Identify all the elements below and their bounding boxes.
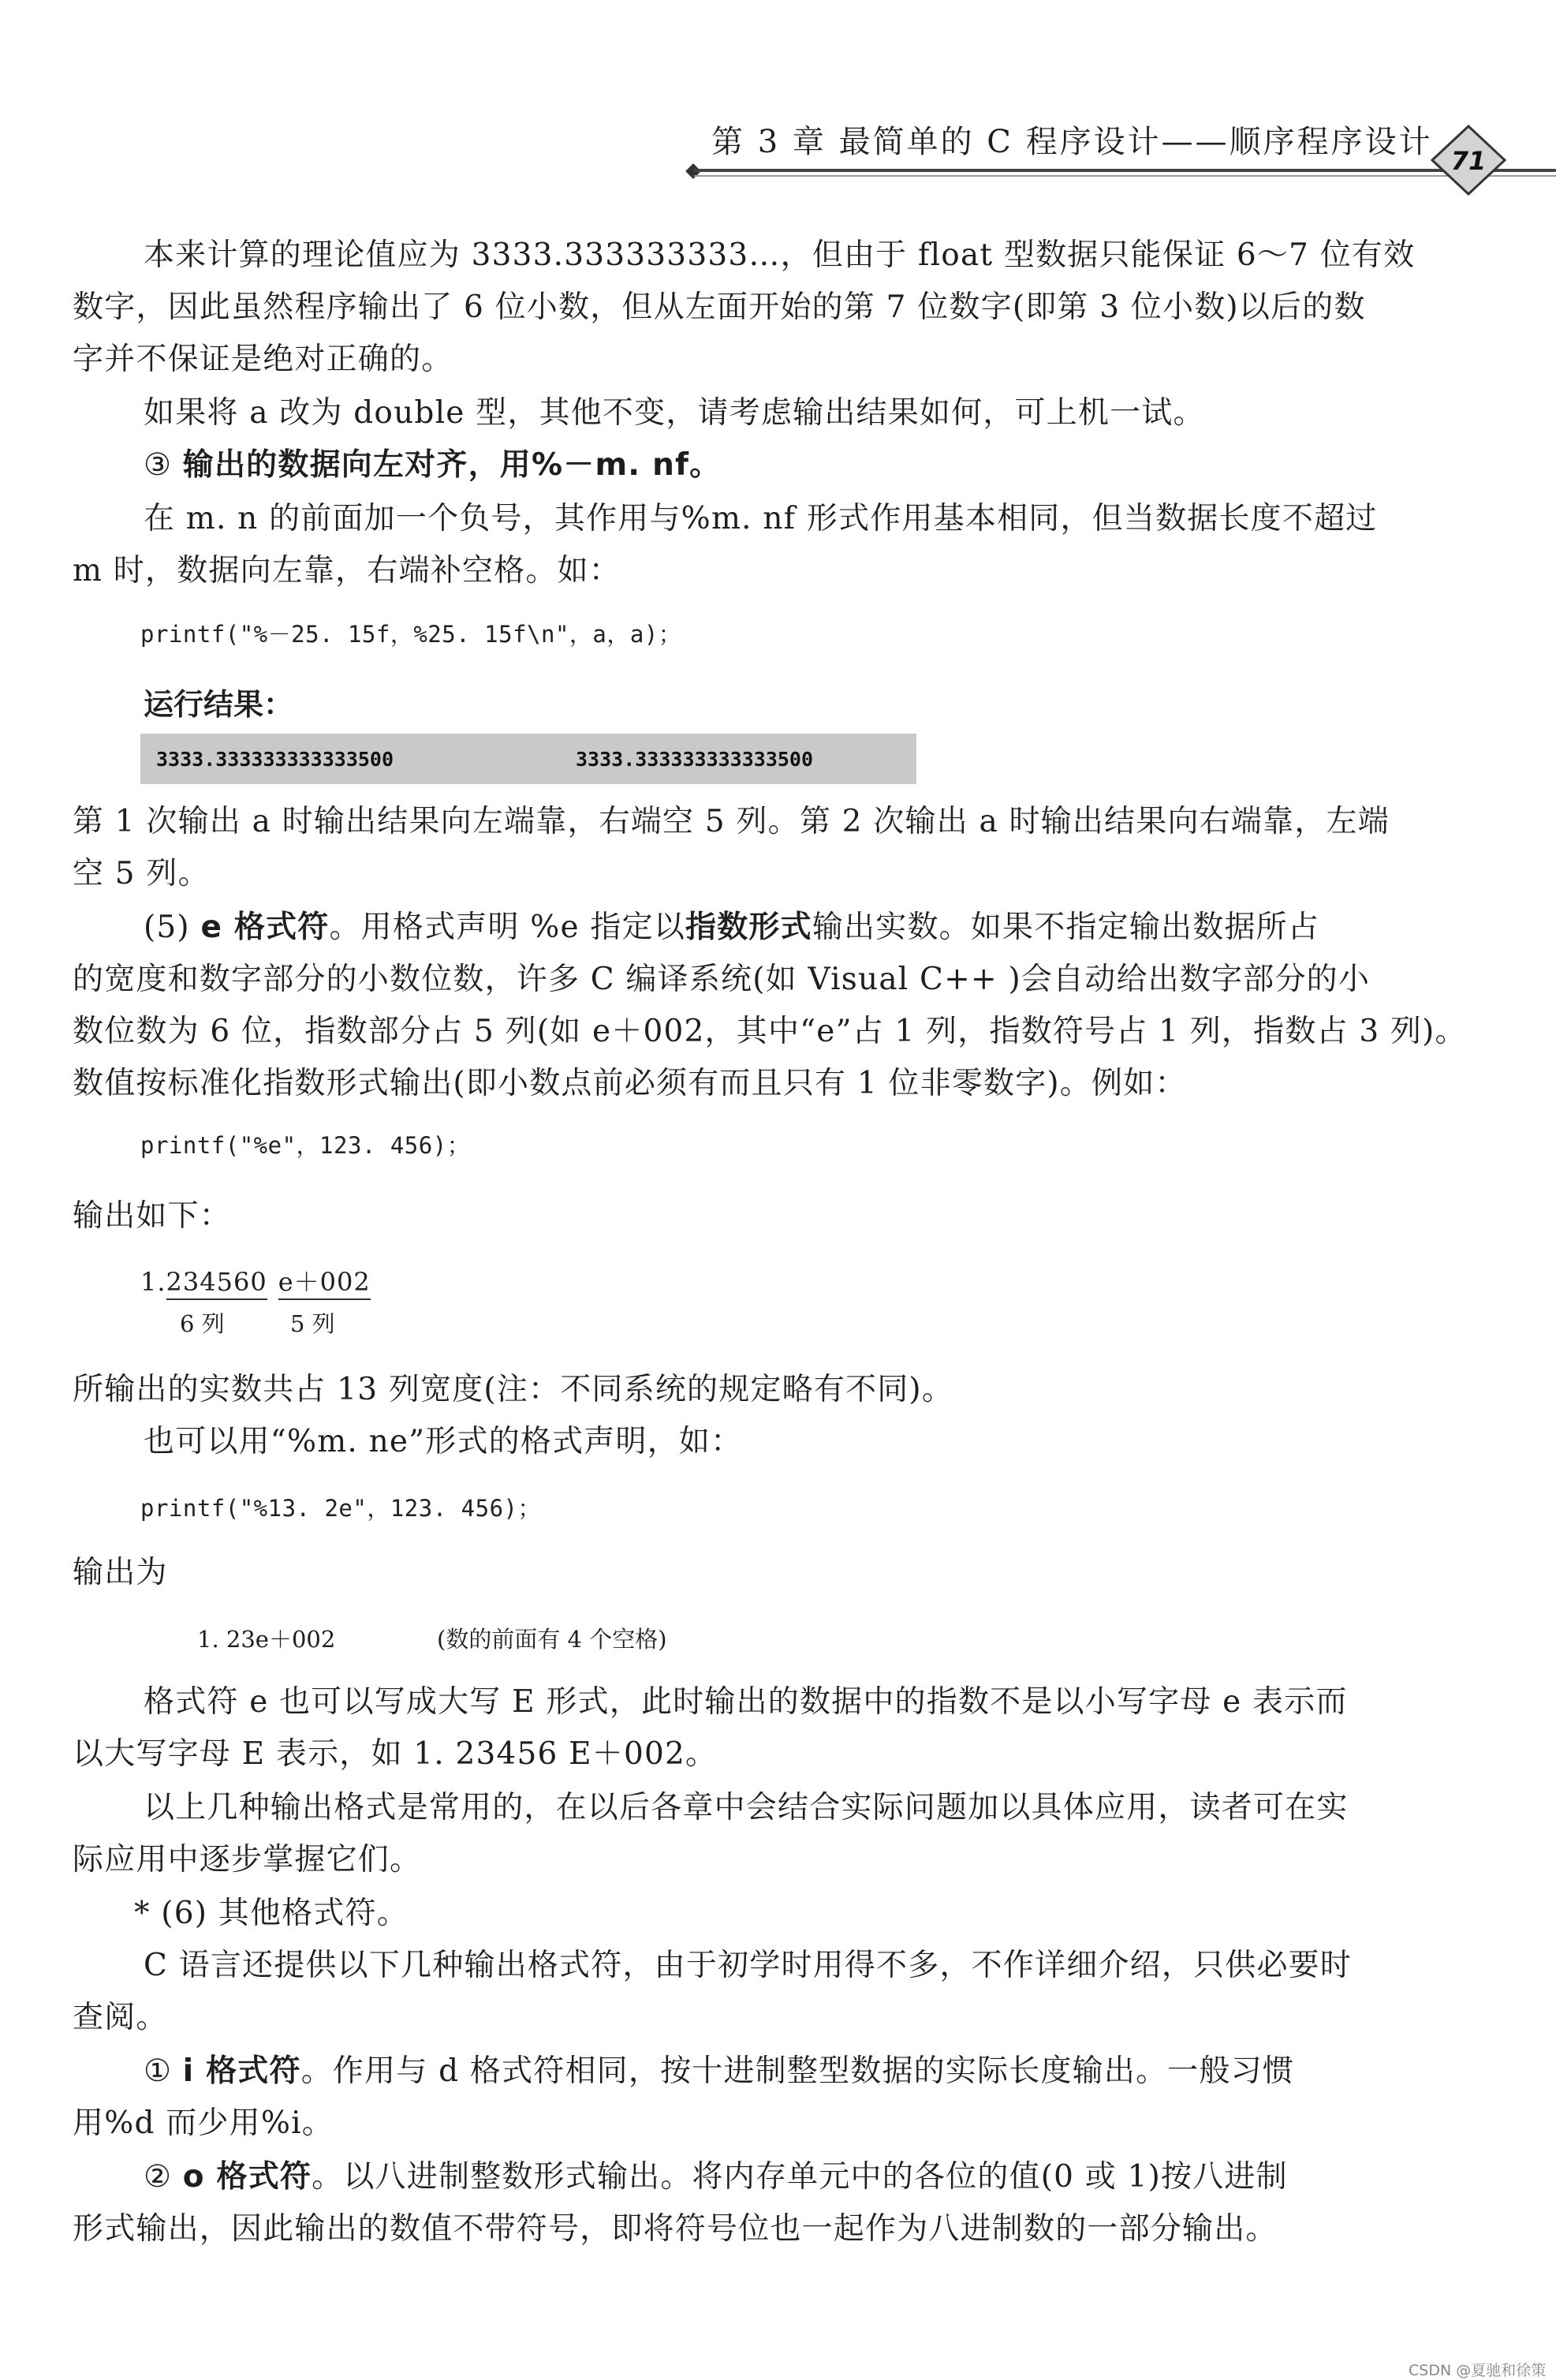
chapter-title: 第 3 章 最简单的 C 程序设计——顺序程序设计 xyxy=(711,124,1433,160)
page-number-badge-shape xyxy=(1427,125,1509,196)
paragraph-line: 如果将 a 改为 double 型，其他不变，请考虑输出结果如何，可上机一试。 xyxy=(144,395,1205,431)
circled-number: ① xyxy=(144,2053,183,2089)
sci-mantissa: 234560 xyxy=(166,1267,267,1300)
output-note: (数的前面有 4 个空格) xyxy=(437,1626,667,1653)
paragraph-line: 格式符 e 也可以写成大写 E 形式，此时输出的数据中的指数不是以小写字母 e 表示而 xyxy=(144,1684,1348,1720)
paragraph-line: 也可以用“%m. ne”形式的格式声明，如： xyxy=(144,1424,743,1459)
circled-number: ③ xyxy=(144,447,183,483)
page-number-badge xyxy=(1427,125,1509,196)
paragraph-line: 第 1 次输出 a 时输出结果向左端靠，右端空 5 列。第 2 次输出 a 时输出结果向右端靠，左端 xyxy=(73,804,1390,839)
bold-term: e 格式符 xyxy=(200,910,330,945)
paragraph-line: C 语言还提供以下几种输出格式符，由于初学时用得不多，不作详细介绍，只供必要时 xyxy=(144,1948,1353,1983)
subsection-heading-text: 输出的数据向左对齐，用%－m. nf。 xyxy=(182,447,722,483)
watermark: CSDN @夏驰和徐策 xyxy=(1409,2362,1547,2379)
bold-term: i 格式符 xyxy=(182,2053,301,2089)
paragraph-line: 空 5 列。 xyxy=(73,856,210,891)
paragraph-line: 输出如下： xyxy=(73,1198,232,1234)
subsection-heading xyxy=(144,440,721,491)
console-output-right: 3333.333333333333500 xyxy=(576,748,814,771)
paragraph-line xyxy=(144,2152,1288,2203)
sci-exponent: e＋002 xyxy=(278,1267,371,1300)
paragraph-line: 以大写字母 E 表示，如 1. 23456 E＋002。 xyxy=(73,1736,718,1772)
paragraph-line: 本来计算的理论值应为 3333.333333333…，但由于 float 型数据只能保证 6～7 位有效 xyxy=(144,237,1416,273)
paragraph-line: * (6) 其他格式符。 xyxy=(134,1896,409,1931)
page-number: 71 xyxy=(1450,146,1487,176)
inline-text: 。作用与 d 格式符相同，按十进制整型数据的实际长度输出。一般习惯 xyxy=(300,2053,1295,2089)
paragraph-line: 的宽度和数字部分的小数位数，许多 C 编译系统(如 Visual C++ )会自动给出数字部分的小 xyxy=(73,962,1371,997)
code-line: printf("%13. 2e"，123. 456)； xyxy=(140,1495,541,1522)
scientific-notation-example xyxy=(140,1262,371,1298)
code-line: printf("%e"，123. 456)； xyxy=(140,1132,471,1159)
paragraph-line xyxy=(144,2046,1294,2097)
paragraph-line xyxy=(144,902,1319,953)
paragraph-line: m 时，数据向左靠，右端补空格。如： xyxy=(73,553,621,588)
paragraph-line: 用%d 而少用%i。 xyxy=(73,2105,334,2141)
inline-text: 。用格式声明 %e 指定以 xyxy=(329,910,686,945)
paragraph-line: 数字，因此虽然程序输出了 6 位小数，但从左面开始的第 7 位数字(即第 3 位小数)以后的数 xyxy=(73,290,1366,325)
paragraph-line: 查阅。 xyxy=(73,2000,168,2035)
paragraph-line: 形式输出，因此输出的数值不带符号，即将符号位也一起作为八进制数的一部分输出。 xyxy=(73,2211,1278,2247)
sci-label-exponent: 5 列 xyxy=(290,1310,335,1337)
paragraph-line: 数位数为 6 位，指数部分占 5 列(如 e＋002，其中“e”占 1 列，指数符号占 1 列，指数占 3 列)。 xyxy=(73,1014,1467,1049)
inline-text: 输出实数。如果不指定输出数据所占 xyxy=(812,910,1320,945)
sci-integer-part: 1. xyxy=(140,1267,166,1297)
console-output-left: 3333.333333333333500 xyxy=(156,748,394,771)
bold-term: 指数形式 xyxy=(685,910,812,945)
console-output xyxy=(140,734,916,784)
item-number: (5) xyxy=(144,910,201,945)
paragraph-line: 以上几种输出格式是常用的，在以后各章中会结合实际问题加以具体应用，读者可在实 xyxy=(144,1790,1349,1825)
output-value: 1. 23e＋002 xyxy=(197,1626,336,1653)
paragraph-line: 数值按标准化指数形式输出(即小数点前必须有而且只有 1 位非零数字)。例如： xyxy=(73,1066,1187,1101)
paragraph-line: 际应用中逐步掌握它们。 xyxy=(73,1842,422,1877)
code-line: printf("%－25. 15f，%25. 15f\n"，a，a)； xyxy=(140,621,682,648)
paragraph-line: 在 m. n 的前面加一个负号，其作用与%m. nf 形式作用基本相同，但当数据长度不超过 xyxy=(144,501,1378,536)
circled-number: ② xyxy=(144,2159,183,2195)
paragraph-line: 输出为 xyxy=(73,1555,168,1590)
run-result-label: 运行结果： xyxy=(144,687,294,722)
sci-label-mantissa: 6 列 xyxy=(180,1310,225,1337)
bold-term: o 格式符 xyxy=(182,2159,312,2195)
paragraph-line: 字并不保证是绝对正确的。 xyxy=(73,342,453,377)
inline-text: 。以八进制整数形式输出。将内存单元中的各位的值(0 或 1)按八进制 xyxy=(312,2159,1288,2195)
paragraph-line: 所输出的实数共占 13 列宽度(注：不同系统的规定略有不同)。 xyxy=(73,1372,954,1407)
